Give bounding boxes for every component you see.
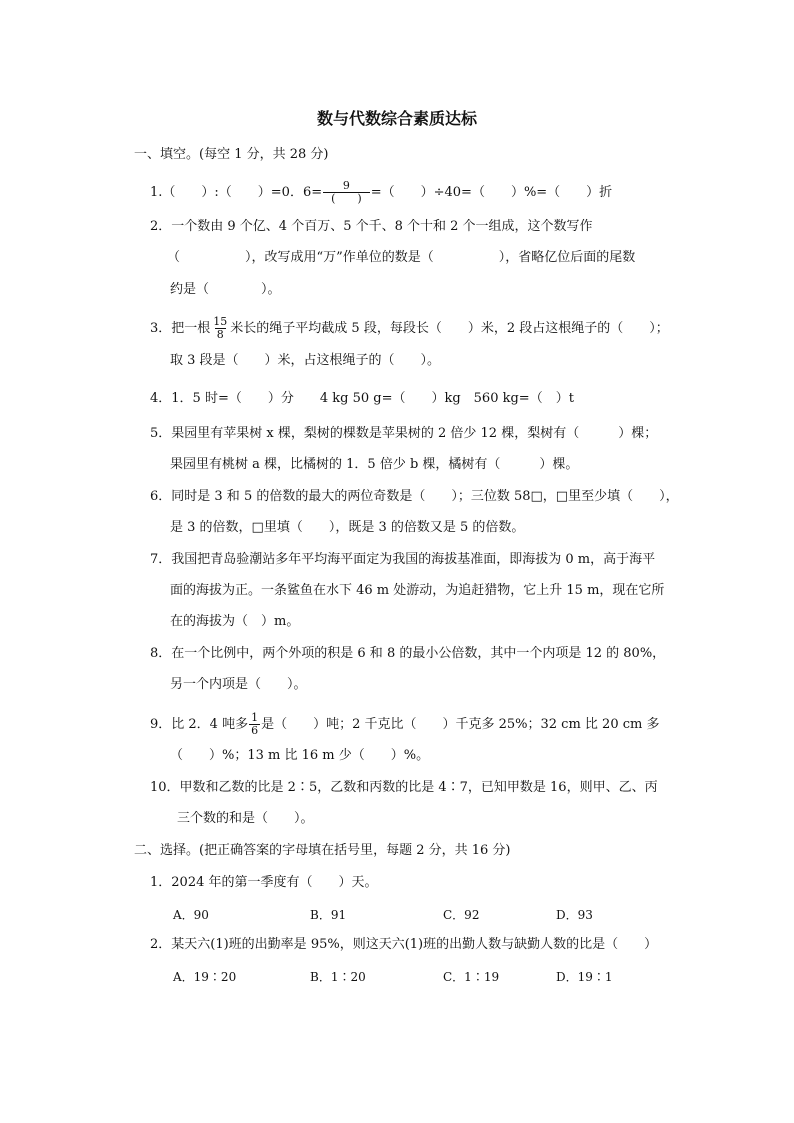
q9-fraction: [249, 712, 260, 737]
choice-1-option-d: D．93: [556, 908, 593, 922]
choice-2-option-a: A．19∶20: [173, 970, 237, 984]
q9-frac-den: 6: [251, 724, 259, 737]
question-6-line-1: 6．同时是 3 和 5 的倍数的最大的两位奇数是（ ）；三位数 58□，□里至少填（ ），: [150, 489, 679, 504]
section-fill-heading: 一、填空。(每空 1 分，共 28 分): [134, 147, 329, 162]
question-2-line-3: 约是（ ）。: [170, 282, 281, 297]
page-title: 数与代数综合素质达标: [316, 109, 477, 128]
question-7-line-2: 面的海拔为正。一条鲨鱼在水下 46 m 处游动，为追赶猎物，它上升 15 m，现在它所: [170, 583, 665, 598]
question-4: 4．1．5 时=（ ）分 4 kg 50 g=（ ）kg 560 kg=（ ）t: [150, 391, 574, 406]
q1-frac-den: ( ): [323, 192, 370, 205]
question-5-line-2: 果园里有桃树 a 棵，比橘树的 1．5 倍少 b 棵，橘树有（ ）棵。: [170, 457, 579, 472]
q3-fraction: [211, 316, 229, 341]
question-2-line-2: （ ），改写成用“万”作单位的数是（ ），省略亿位后面的尾数: [167, 250, 636, 265]
choice-1-option-c: C．92: [443, 908, 480, 922]
q3-frac-den: 8: [216, 328, 224, 341]
question-8-line-2: 另一个内项是（ ）。: [170, 677, 307, 692]
q3-post: 米长的绳子平均截成 5 段，每段长（ ）米，2 段占这根绳子的（ ）；: [230, 321, 669, 336]
question-9-line-2: （ ）%；13 m 比 16 m 少（ ）%。: [170, 748, 430, 763]
question-6-line-2: 是 3 的倍数，□里填（ ），既是 3 的倍数又是 5 的倍数。: [170, 520, 525, 535]
question-5-line-1: 5．果园里有苹果树 x 棵，梨树的棵数是苹果树的 2 倍少 12 棵，梨树有（ ）棵；: [150, 426, 658, 441]
q3-pre: 3．把一根: [150, 321, 211, 336]
q9-frac-num: 1: [251, 711, 259, 724]
question-1: [150, 180, 612, 205]
choice-2-option-d: D．19∶1: [556, 970, 613, 984]
question-7-line-1: 7．我国把青岛验潮站多年平均海平面定为我国的海拔基准面，即海拔为 0 m，高于海平: [150, 552, 656, 567]
choice-2-stem: 2．某天六(1)班的出勤率是 95%，则这天六(1)班的出勤人数与缺勤人数的比是（ ）: [150, 937, 658, 952]
question-8-line-1: 8．在一个比例中，两个外项的积是 6 和 8 的最小公倍数，其中一个内项是 12 的 80%，: [150, 646, 666, 661]
section-choice-heading: 二、选择。(把正确答案的字母填在括号里，每题 2 分，共 16 分): [134, 843, 511, 858]
question-10-line-2: 三个数的和是（ ）。: [177, 811, 314, 826]
choice-2-option-c: C．1∶19: [443, 970, 500, 984]
question-9-line-1: [150, 712, 659, 737]
question-10-line-1: 10．甲数和乙数的比是 2∶5，乙数和丙数的比是 4∶7，已知甲数是 16，则甲、乙、丙: [150, 780, 658, 795]
q3-frac-num: 15: [213, 315, 228, 328]
question-2-line-1: 2．一个数由 9 个亿、4 个百万、5 个千、8 个十和 2 个一组成，这个数写作: [150, 219, 593, 234]
q1-frac-num: 9: [342, 179, 350, 192]
q1-pre: 1.（ ）:（ ）=0．6=: [150, 185, 323, 200]
choice-1-option-a: A．90: [173, 908, 209, 922]
q9-pre: 9．比 2．4 吨多: [150, 717, 249, 732]
question-3-line-2: 取 3 段是（ ）米，占这根绳子的（ ）。: [170, 353, 441, 368]
choice-1-stem: 1．2024 年的第一季度有（ ）天。: [150, 875, 378, 890]
q1-fraction: [323, 180, 370, 205]
choice-1-option-b: B．91: [310, 908, 347, 922]
q1-post: =（ ）÷40=（ ）%=（ ）折: [370, 185, 613, 200]
question-7-line-3: 在的海拔为（ ）m。: [170, 614, 300, 629]
choice-2-option-b: B．1∶20: [310, 970, 366, 984]
q9-post: 是（ ）吨；2 千克比（ ）千克多 25%；32 cm 比 20 cm 多: [261, 717, 660, 732]
question-3-line-1: [150, 316, 669, 341]
